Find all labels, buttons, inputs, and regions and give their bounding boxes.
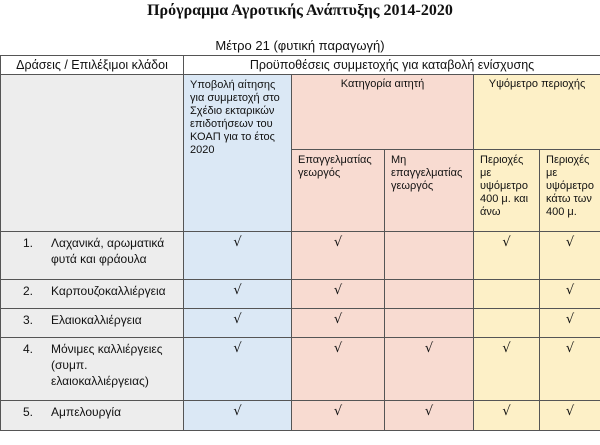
check-mark: √ <box>184 309 292 338</box>
check-mark: √ <box>540 280 600 309</box>
submission-header: Υποβολή αίτησης για συμμετοχή στο Σχέδιο εκταρικών επιδοτήσεων του ΚΟΑΠ για το έτος 2020 <box>184 75 292 232</box>
empty-cell <box>385 309 474 338</box>
column-header-actions: Δράσεις / Επιλέξιμοι κλάδοι <box>1 56 184 75</box>
altitude-header: Υψόμετρο περιοχής <box>474 75 600 150</box>
check-mark: √ <box>184 232 292 280</box>
check-mark: √ <box>474 401 540 431</box>
check-mark: √ <box>292 309 385 338</box>
check-mark: √ <box>540 309 600 338</box>
above-400m-header: Περιοχές με υψόμετρο 400 μ. και άνω <box>474 150 540 232</box>
page-title: Πρόγραμμα Αγροτικής Ανάπτυξης 2014-2020 <box>147 2 453 19</box>
empty-cell <box>385 280 474 309</box>
check-mark: √ <box>385 338 474 401</box>
check-mark: √ <box>385 401 474 431</box>
eligibility-table <box>0 55 600 431</box>
check-mark: √ <box>184 280 292 309</box>
row-label: 2. Καρπουζοκαλλιέργεια <box>1 280 184 309</box>
row-label: 4. Μόνιμες καλλιέργειες (συμπ. ελαιοκαλλιέργειας) <box>1 338 184 401</box>
check-mark: √ <box>292 338 385 401</box>
check-mark: √ <box>474 232 540 280</box>
check-mark: √ <box>292 232 385 280</box>
empty-cell <box>474 280 540 309</box>
check-mark: √ <box>540 401 600 431</box>
row-label: 1. Λαχανικά, αρωματικά φυτά και φράουλα <box>1 232 184 280</box>
row-label: 3. Ελαιοκαλλιέργεια <box>1 309 184 338</box>
below-400m-header: Περιοχές με υψόμετρο κάτω των 400 μ. <box>540 150 600 232</box>
empty-cell <box>385 232 474 280</box>
check-mark: √ <box>292 280 385 309</box>
applicant-category-header: Κατηγορία αιτητή <box>292 75 474 150</box>
column-header-conditions: Προϋποθέσεις συμμετοχής για καταβολή ενίσχυσης <box>184 56 600 75</box>
non-professional-farmer-header: Μη επαγγελματίας γεωργός <box>385 150 474 232</box>
blank-header-cell <box>1 75 184 232</box>
professional-farmer-header: Επαγγελματίας γεωργός <box>292 150 385 232</box>
check-mark: √ <box>184 338 292 401</box>
check-mark: √ <box>474 338 540 401</box>
empty-cell <box>474 309 540 338</box>
check-mark: √ <box>540 232 600 280</box>
check-mark: √ <box>184 401 292 431</box>
row-label: 5. Αμπελουργία <box>1 401 184 431</box>
measure-subtitle: Μέτρο 21 (φυτική παραγωγή) <box>215 38 385 53</box>
check-mark: √ <box>292 401 385 431</box>
check-mark: √ <box>540 338 600 401</box>
